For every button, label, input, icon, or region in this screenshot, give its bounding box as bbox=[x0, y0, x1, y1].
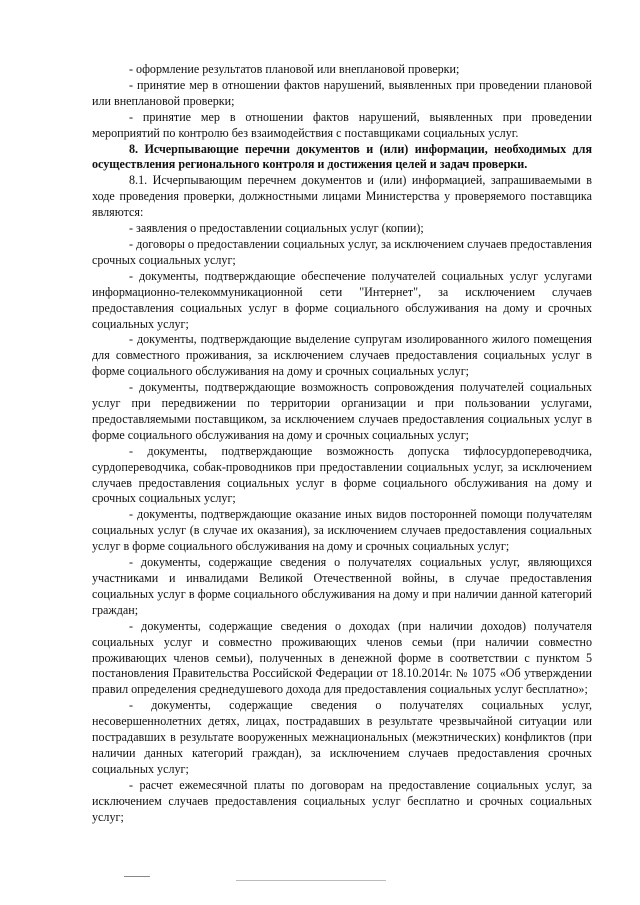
list-item: - принятие мер в отношении фактов нарушений, выявленных при проведении мероприятий по контролю без взаимодействия с поставщиками социальных услуг. bbox=[92, 109, 592, 140]
list-item: - документы, подтверждающие выделение супругам изолированного жилого помещения для совместного проживания, за исключением случаев предоставления социальных услуг в форме социального обслуживания на дому и срочных социальных услуг; bbox=[92, 332, 592, 379]
list-item: - документы, содержащие сведения о доходах (при наличии доходов) получателя социальных услуг и совместно проживающих членов семьи (при наличии совместно проживающих членов семьи), полученных в денежной форме в соответствии с пунктом 5 постановления Правительства Российской Федерации от 18.10.2014г. № 1075 «Об утверждении правил определения среднедушевого дохода для предоставления социальных услуг бесплатно»; bbox=[92, 618, 592, 697]
document-page bbox=[92, 62, 592, 826]
section-heading: 8. Исчерпывающие перечни документов и (или) информации, необходимых для осуществления регионального контроля и достижения целей и задач проверки. bbox=[92, 141, 592, 172]
list-item: - документы, подтверждающие возможность сопровождения получателей социальных услуг при передвижении по территории организации и при пользовании услугами, предоставляемыми поставщиком, за исключением случаев предоставления социальных услуг в форме социального обслуживания на дому и срочных социальных услуг; bbox=[92, 380, 592, 442]
list-item: - принятие мер в отношении фактов нарушений, выявленных при проведении плановой или внеплановой проверки; bbox=[92, 77, 592, 108]
list-item: - расчет ежемесячной платы по договорам на предоставление социальных услуг, за исключением случаев предоставления социальных услуг бесплатно и срочных социальных услуг; bbox=[92, 777, 592, 824]
list-item: - оформление результатов плановой или внеплановой проверки; bbox=[129, 62, 460, 76]
scan-artifact-left bbox=[124, 876, 150, 877]
list-item: - документы, подтверждающие обеспечение получателей социальных услуг услугами информационно-телекоммуникационной сети "Интернет", за исключением случаев предоставления социальных услуг в форме социального обслуживания на дому и срочных социальных услуг; bbox=[92, 268, 592, 331]
paragraph: 8.1. Исчерпывающим перечнем документов и (или) информацией, запрашиваемыми в ходе проведения проверки, должностными лицами Министерства у проверяемого поставщика являются: bbox=[92, 173, 592, 220]
list-item: - документы, подтверждающие оказание иных видов посторонней помощи получателям социальных услуг (в случае их оказания), за исключением случаев предоставления социальных услуг в форме социального обслуживания на дому и срочных социальных услуг; bbox=[92, 507, 592, 554]
list-item: - документы, подтверждающие возможность допуска тифлосурдопереводчика, сурдопереводчика, собак-проводников при предоставлении социальных услуг, за исключением случаев предоставления социальных услуг в форме социального обслуживания на дому и срочных социальных услуг; bbox=[92, 443, 592, 506]
scan-artifact-right bbox=[236, 880, 386, 881]
list-item: - документы, содержащие сведения о получателях социальных услуг, являющихся участниками и инвалидами Великой Отечественной войны, в случае предоставления социальных услуг в форме социального обслуживания на дому и при наличии данной категорий граждан; bbox=[92, 555, 592, 617]
list-item: - договоры о предоставлении социальных услуг, за исключением случаев предоставления срочных социальных услуг; bbox=[92, 236, 592, 267]
list-item: - заявления о предоставлении социальных услуг (копии); bbox=[129, 221, 424, 236]
list-item: - документы, содержащие сведения о получателях социальных услуг, несовершеннолетних детях, лицах, пострадавших в результате чрезвычайной ситуации или пострадавших в результате вооруженных межнациональных (межэтнических) конфликтов (при наличии данных категорий граждан), за исключением случаев предоставления срочных социальных услуг; bbox=[92, 698, 592, 776]
